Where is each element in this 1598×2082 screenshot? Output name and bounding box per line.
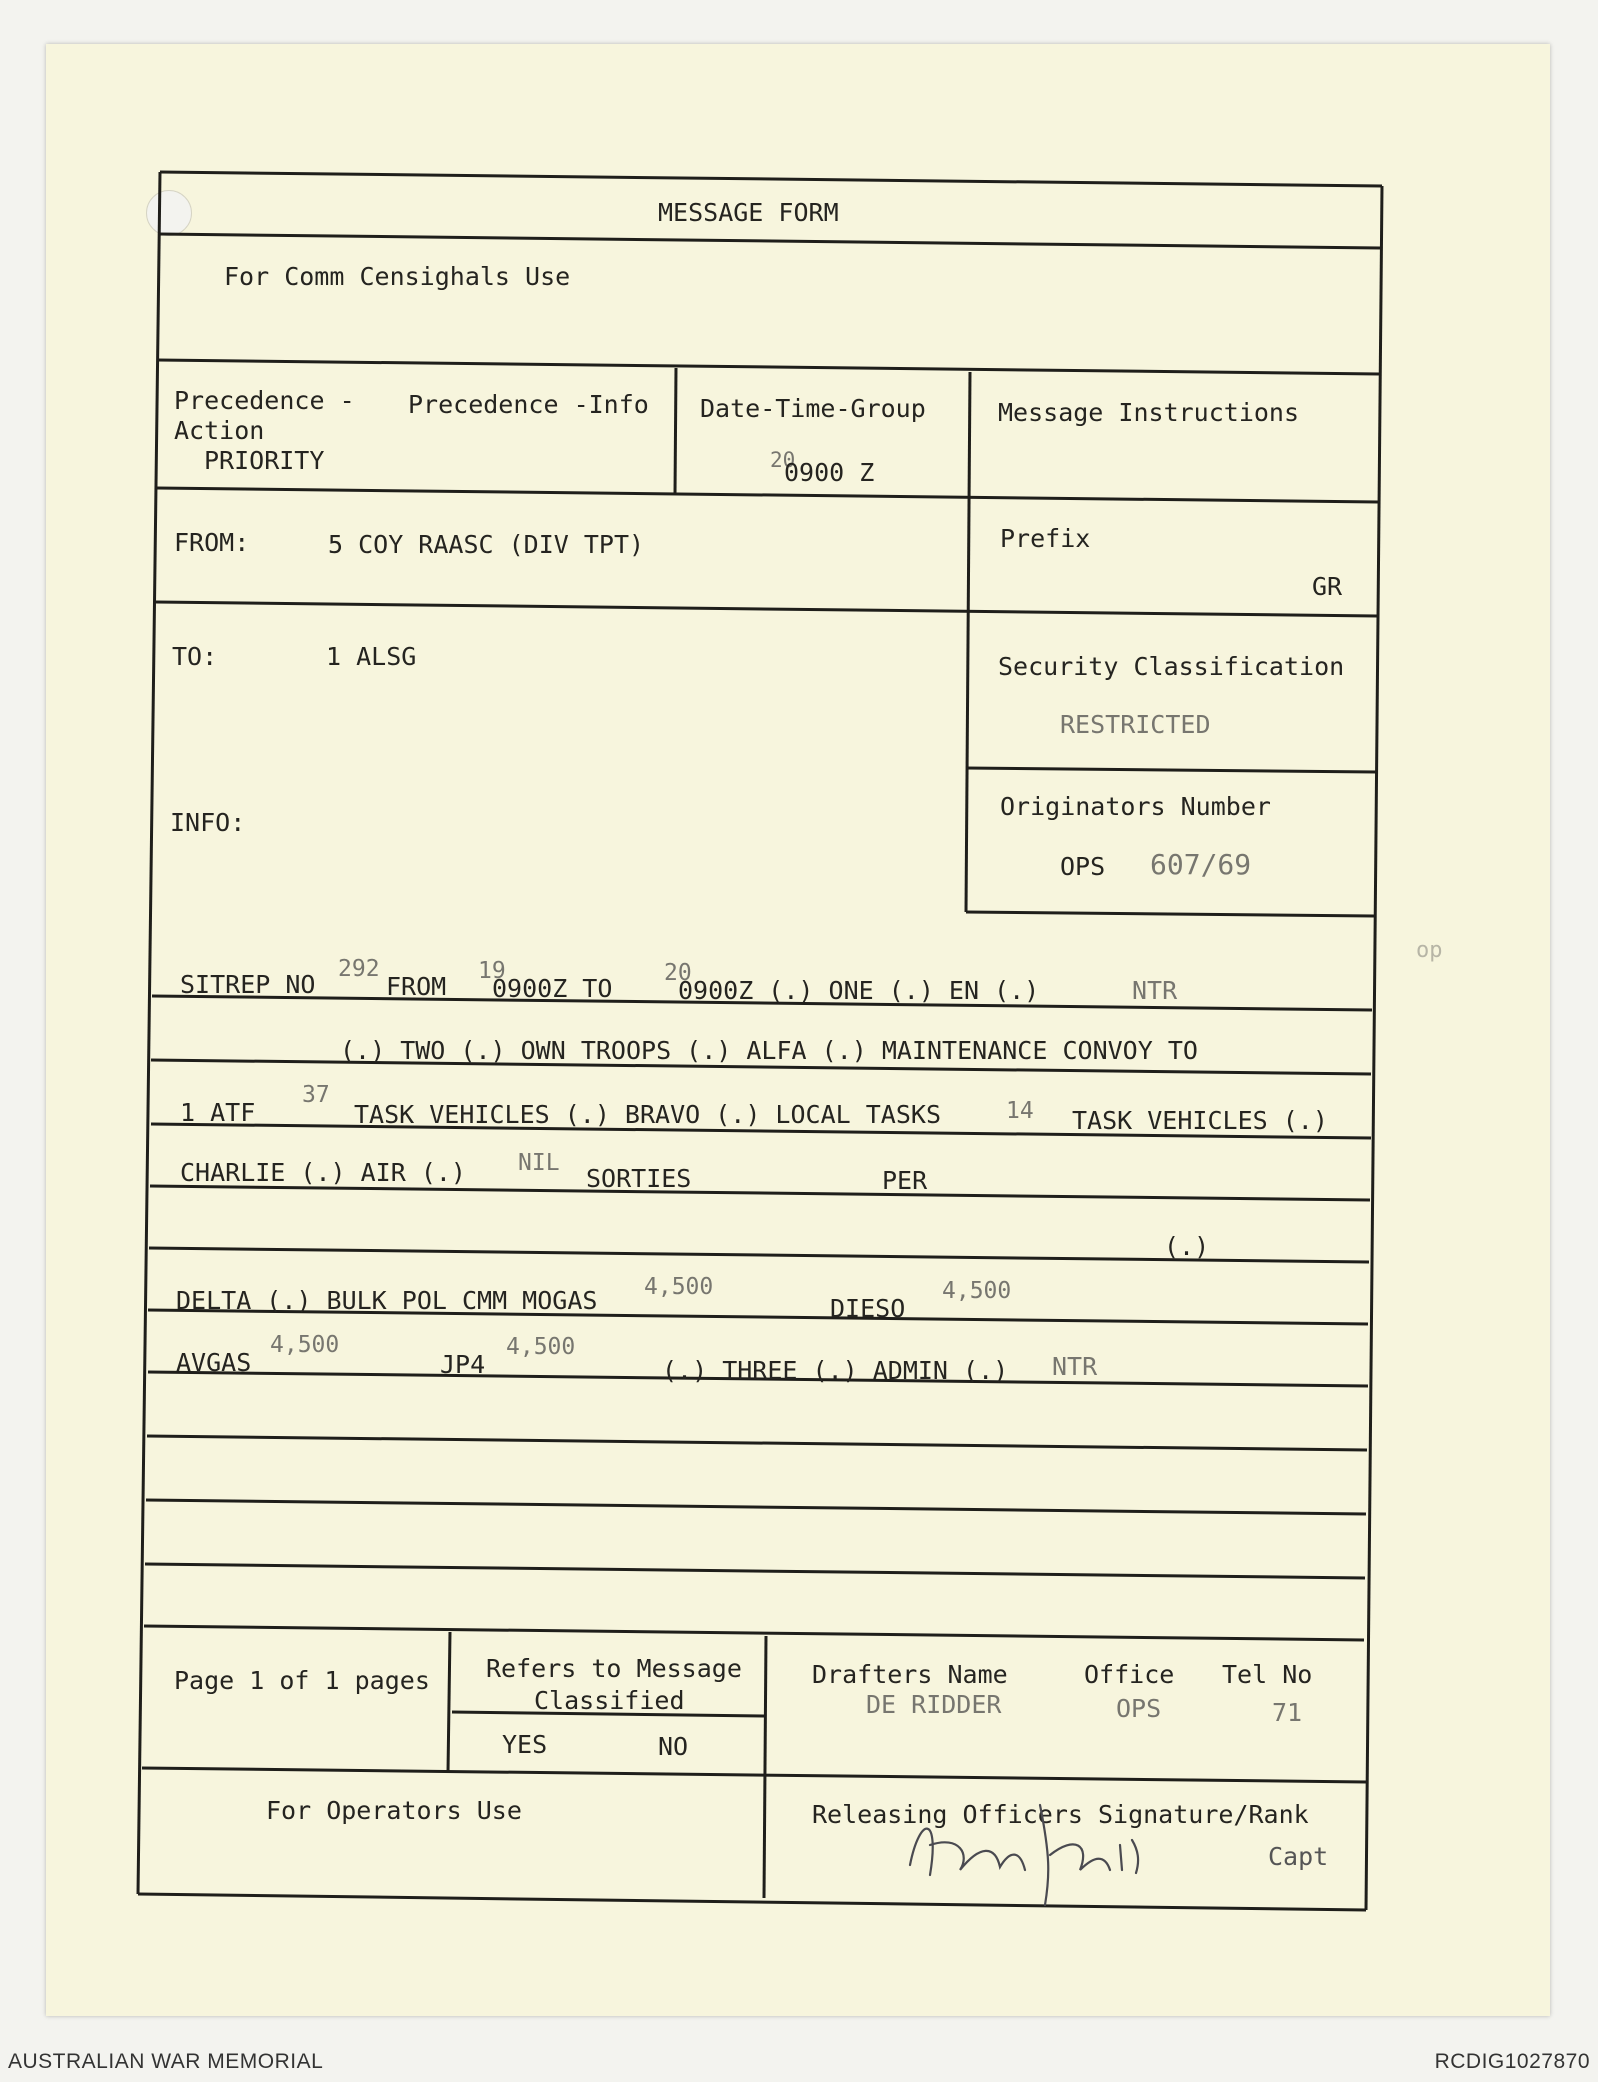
charlie-line: CHARLIE (.) AIR (.) (180, 1158, 466, 1187)
to-time-line: 0900Z (.) ONE (.) EN (.) (678, 976, 1040, 1005)
to-label: TO: (172, 642, 218, 671)
releasing-officer-label: Releasing Officers Signature/Rank (812, 1800, 1309, 1829)
drafters-name-value: DE RIDDER (866, 1690, 1002, 1719)
precedence-action-value: PRIORITY (204, 446, 325, 475)
delta-line: DELTA (.) BULK POL CMM MOGAS (176, 1286, 598, 1315)
classified-label: Classified (534, 1686, 685, 1715)
sorties-label: SORTIES (586, 1164, 692, 1193)
local-vehicles-count: 14 (1006, 1098, 1034, 1124)
from-day: 19 (478, 958, 506, 984)
from-time-to: 0900Z TO (492, 974, 613, 1003)
air-sorties-value: NIL (518, 1150, 560, 1176)
originators-number-label: Originators Number (1000, 792, 1271, 821)
no-option: NO (658, 1732, 689, 1761)
dtg-value: 0900 Z (784, 458, 875, 487)
jp4-value: 4,500 (506, 1334, 576, 1360)
security-classification-label: Security Classification (998, 652, 1345, 681)
prefix-value: GR (1312, 572, 1343, 601)
drafters-name-label: Drafters Name (812, 1660, 1008, 1689)
dtg-label: Date-Time-Group (700, 394, 926, 423)
dtg-day: 20 (770, 448, 796, 472)
atf-label: 1 ATF (180, 1098, 256, 1127)
paragraph-stop: (.) (1164, 1232, 1210, 1261)
officer-signature (900, 1775, 1200, 1915)
own-troops-line: (.) TWO (.) OWN TROOPS (.) ALFA (.) MAINTENANCE CONVOY TO (340, 1036, 1198, 1065)
atf-vehicles-count: 37 (302, 1082, 330, 1108)
dieso-value: 4,500 (942, 1278, 1012, 1304)
jp4-label: JP4 (440, 1350, 486, 1379)
task-vehicles-end: TASK VEHICLES (.) (1072, 1106, 1328, 1135)
avgas-label: AVGAS (176, 1348, 252, 1377)
form-title: MESSAGE FORM (658, 198, 839, 227)
mogas-value: 4,500 (644, 1274, 714, 1300)
from-value: 5 COY RAASC (DIV TPT) (328, 530, 645, 559)
yes-option: YES (502, 1730, 548, 1759)
from-label: FROM: (174, 528, 250, 557)
office-label: Office (1084, 1660, 1175, 1689)
operators-use-label: For Operators Use (266, 1796, 522, 1825)
archive-caption-right: RCDIG1027870 (1434, 2050, 1590, 2073)
from-text: FROM (386, 972, 447, 1001)
margin-note: op (1416, 938, 1443, 963)
admin-value: NTR (1052, 1352, 1098, 1381)
tel-no-value: 71 (1272, 1698, 1303, 1727)
admin-line: (.) THREE (.) ADMIN (.) (662, 1356, 1009, 1385)
security-classification-value: RESTRICTED (1060, 710, 1211, 739)
page-count-label: Page 1 of 1 pages (174, 1666, 430, 1695)
to-day: 20 (664, 960, 692, 986)
precedence-action-label: Precedence - (174, 386, 355, 415)
tel-no-label: Tel No (1222, 1660, 1313, 1689)
refers-to-message-label: Refers to Message (486, 1654, 742, 1683)
originators-prefix: OPS (1060, 852, 1106, 881)
archive-caption-left: AUSTRALIAN WAR MEMORIAL (8, 2050, 324, 2073)
originators-number-value: 607/69 (1150, 848, 1252, 881)
precedence-action-label-2: Action (174, 416, 265, 445)
prefix-label: Prefix (1000, 524, 1091, 553)
info-label: INFO: (170, 808, 246, 837)
precedence-info-label: Precedence -Info (408, 390, 649, 419)
sitrep-label: SITREP NO (180, 970, 316, 999)
enemy-value: NTR (1132, 976, 1178, 1005)
avgas-value: 4,500 (270, 1332, 340, 1358)
office-value: OPS (1116, 1694, 1162, 1723)
per-label: PER (882, 1166, 928, 1195)
comm-use-label: For Comm Censighals Use (224, 262, 571, 291)
bravo-line: TASK VEHICLES (.) BRAVO (.) LOCAL TASKS (354, 1100, 941, 1129)
sitrep-number: 292 (338, 956, 380, 982)
to-value: 1 ALSG (326, 642, 417, 671)
message-instructions-label: Message Instructions (998, 398, 1300, 427)
dieso-label: DIESO (830, 1294, 906, 1323)
rank-value: Capt (1268, 1842, 1329, 1871)
